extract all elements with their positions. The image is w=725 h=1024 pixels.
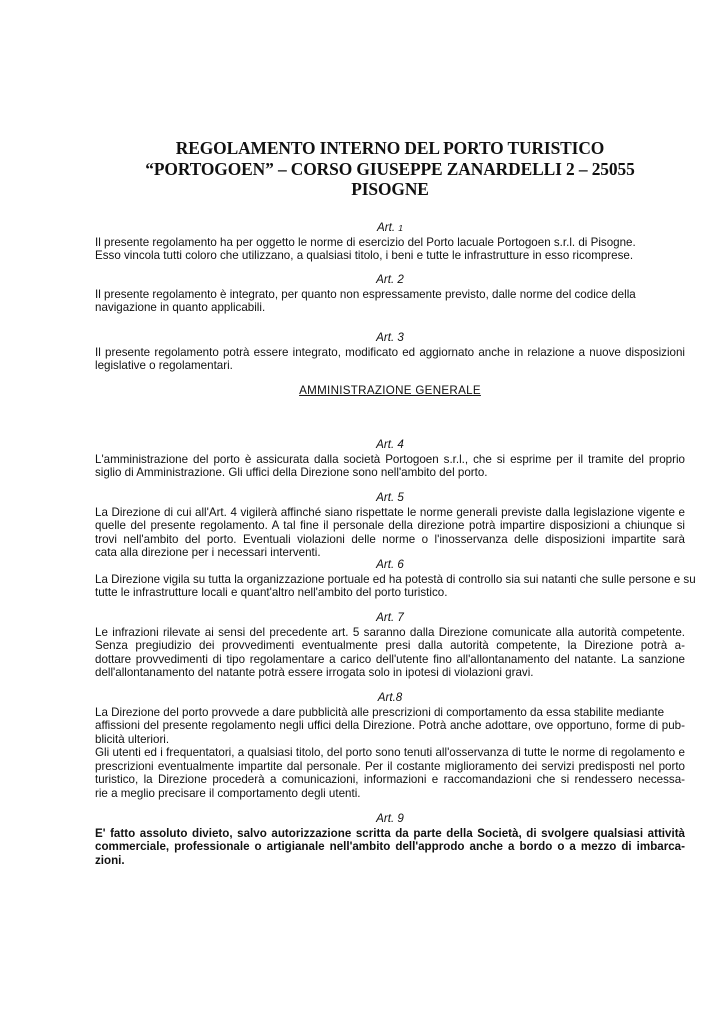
article-6 bbox=[95, 558, 696, 600]
article-text-line: Senza pregiudizio dei provvedimenti eventualmente presi dalla autorità competente, la Direzione potrà a- bbox=[95, 639, 685, 653]
article-text-line: navigazione in quanto applicabili. bbox=[95, 301, 266, 315]
article-text-line: rie a meglio precisare il comportamento degli utenti. bbox=[95, 787, 361, 801]
article-text-line: tutte le infrastrutture locali e quant'altro nell'ambito del porto turistico. bbox=[95, 586, 448, 600]
article-heading: Art. 9 bbox=[376, 812, 404, 825]
title-line: “PORTOGOEN” – CORSO GIUSEPPE ZANARDELLI 2 – 25055 bbox=[145, 158, 635, 179]
article-8 bbox=[95, 691, 685, 801]
article-text-line: Il presente regolamento potrà essere integrato, modificato ed aggiornato anche in relazione a nuove disposizioni bbox=[95, 345, 685, 359]
article-3 bbox=[95, 331, 685, 373]
title-line: PISOGNE bbox=[351, 179, 429, 199]
article-text-line: La Direzione di cui all'Art. 4 vigilerà affinché siano rispettate le norme generali previste dalla legislazione vigente e bbox=[95, 505, 685, 519]
article-4 bbox=[95, 438, 685, 480]
article-text-line: dell'allontanamento del natante potrà essere irrogata solo in ipotesi di violazioni gravi. bbox=[95, 666, 534, 680]
article-7 bbox=[95, 611, 685, 680]
article-text-line: quelle del presente regolamento. A tal fine il personale della direzione potrà impartire disposizioni a chiunque si bbox=[95, 519, 685, 533]
article-text-line: cata alla direzione per i necessari interventi. bbox=[95, 546, 321, 560]
article-text-line: legislative o regolamentari. bbox=[95, 359, 233, 373]
article-text-line: siglio di Amministrazione. Gli uffici della Direzione sono nell'ambito del porto. bbox=[95, 466, 488, 480]
article-heading: Art. 5 bbox=[376, 491, 404, 504]
article-text-line: Il presente regolamento ha per oggetto le norme di esercizio del Porto lacuale Portogoen s.r.l. di Pisogne. bbox=[95, 235, 636, 249]
article-text-line: prescrizioni eventualmente impartite dal personale. Per il costante miglioramento dei servizi predisposti nel porto bbox=[95, 759, 685, 773]
document-title bbox=[95, 138, 685, 200]
article-2 bbox=[95, 273, 685, 315]
article-9 bbox=[95, 812, 685, 867]
section-title: AMMINISTRAZIONE GENERALE bbox=[299, 384, 481, 397]
article-heading: Art. 1 bbox=[377, 221, 403, 234]
article-text-line: La Direzione vigila su tutta la organizzazione portuale ed ha potestà di controllo sia sui natanti che sulle persone e su bbox=[95, 572, 696, 586]
article-heading: Art. 6 bbox=[376, 558, 404, 571]
article-text-line: commerciale, professionale o artigianale nell'ambito dell'approdo anche a bordo o a mezzo di imbarca- bbox=[95, 840, 685, 854]
article-5 bbox=[95, 491, 685, 560]
article-heading: Art. 4 bbox=[376, 438, 404, 451]
article-text-line: turistico, la Direzione procederà a comunicazioni, informazioni e raccomandazioni che si rendessero necessa- bbox=[95, 773, 685, 787]
article-text-line: Le infrazioni rilevate ai sensi del precedente art. 5 saranno dalla Direzione comunicate alla autorità competente. bbox=[95, 625, 685, 639]
article-text-line: Il presente regolamento è integrato, per quanto non espressamente previsto, dalle norme del codice della bbox=[95, 287, 636, 301]
article-text-line: trovi nell'ambito del porto. Eventuali violazioni delle norme o l'inosservanza delle disposizioni impartite sarà bbox=[95, 532, 685, 546]
article-text-line: E' fatto assoluto divieto, salvo autorizzazione scritta da parte della Società, di svolgere qualsiasi attività bbox=[95, 826, 685, 840]
article-text-line: La Direzione del porto provvede a dare pubblicità alle prescrizioni di comportamento da essa stabilite mediante bbox=[95, 705, 665, 719]
article-text-line: affissioni del presente regolamento negli uffici della Direzione. Potrà anche adottare, ove opportuno, forme di pub- bbox=[95, 719, 685, 733]
article-text-line: Esso vincola tutti coloro che utilizzano, a qualsiasi titolo, i beni e tutte le infrastrutture in esso ricomprese. bbox=[95, 249, 634, 263]
article-text-line: L'amministrazione del porto è assicurata dalla società Portogoen s.r.l., che si esprime per il tramite del proprio bbox=[95, 452, 685, 466]
article-text-line: dottare provvedimenti di tipo regolamentare a carico dell'utente fino all'allontanamento del natante. La sanzione bbox=[95, 652, 685, 666]
title-line: REGOLAMENTO INTERNO DEL PORTO TURISTICO bbox=[175, 138, 605, 158]
article-text-line: Gli utenti ed i frequentatori, a qualsiasi titolo, del porto sono tenuti all'osservanza di tutte le norme di regolamento e bbox=[95, 746, 685, 760]
article-heading: Art. 7 bbox=[376, 611, 404, 624]
article-heading: Art.8 bbox=[377, 691, 403, 704]
article-1 bbox=[95, 221, 685, 263]
article-heading: Art. 2 bbox=[376, 273, 404, 286]
article-heading: Art. 3 bbox=[376, 331, 404, 344]
article-text-line: blicità ulteriori. bbox=[95, 732, 170, 746]
article-text-line: zioni. bbox=[95, 853, 125, 867]
